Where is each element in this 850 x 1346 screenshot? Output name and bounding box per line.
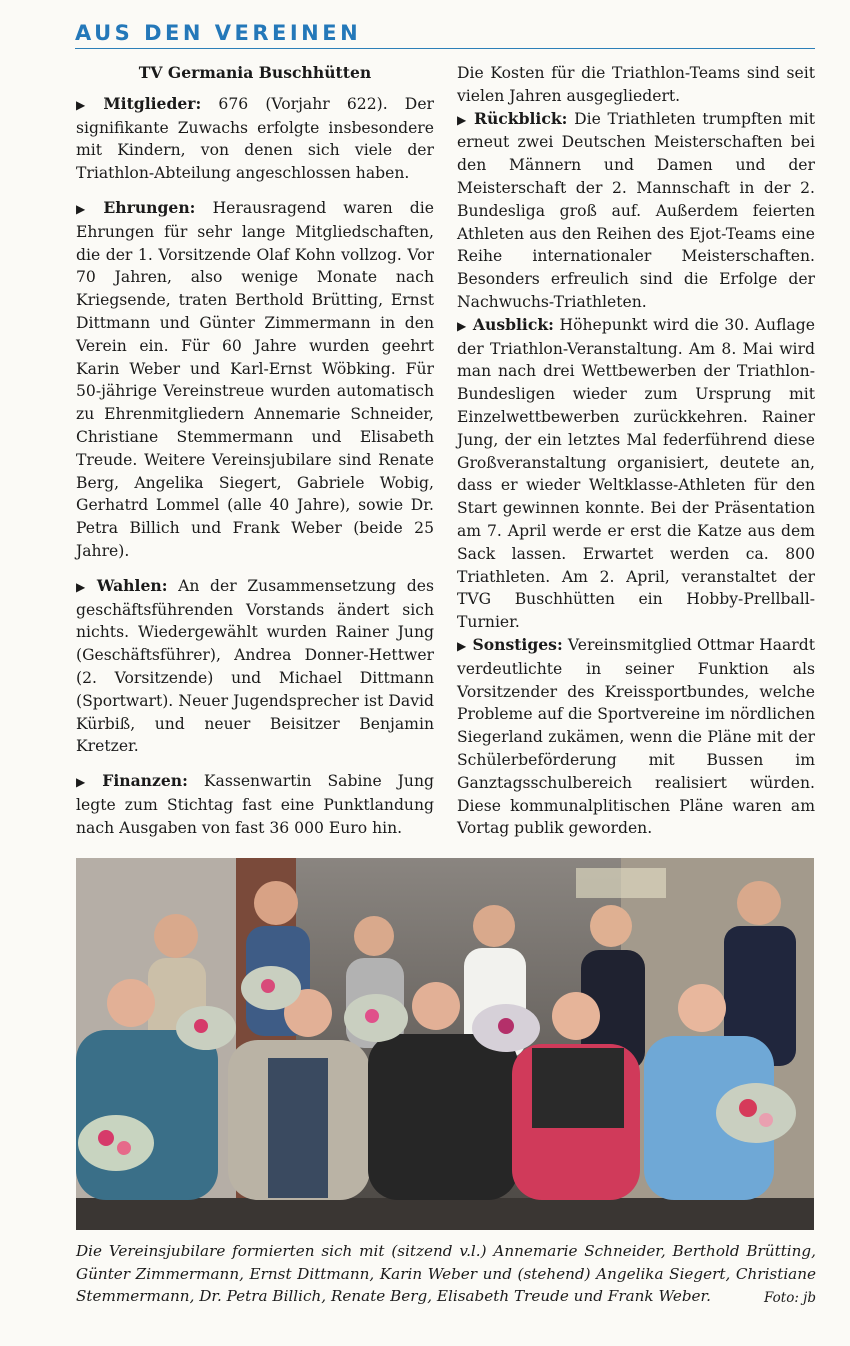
bullet-icon: ▶ (457, 318, 467, 333)
paragraph-text: Vereinsmitglied Ottmar Haardt verdeutlichte in seiner Funktion als Vorsitzender des Kreissportbundes, welche Probleme auf die Sportvereine im nördlichen Siegerland zukämen, wenn die Pläne mit der Schülerbeförderung mit Bussen im Ganztagsschulbereich realisiert würden. Diese kommunalplitischen Pläne waren am Vortag publik geworden. (457, 635, 815, 838)
article-title: TV Germania Buschhütten (138, 63, 372, 82)
paragraph-lead: Rückblick: (473, 108, 568, 128)
paragraph-text: An der Zusammensetzung des geschäftsführenden Vorstands ändert sich nichts. Wiedergewählt wurden Rainer Jung (Geschäftsführer), Andrea Donner-Hettwer (2. Vorsitzende) und Michael Dittmann (Sportwart). Neuer Jugendsprecher ist David Kürbiß, und neuer Beisitzer Benjamin Kretzer. (76, 576, 435, 756)
paragraph-lead: Wahlen: (96, 575, 168, 595)
paragraph-wahlen (76, 575, 434, 758)
bullet-icon: ▶ (76, 201, 98, 216)
paragraph-text: Herausragend waren die Ehrungen für sehr lange Mitgliedschaften, die der 1. Vorsitzende Olaf Kohn vollzog. Vor 70 Jahren, also wenige Monate nach Kriegsende, traten Berthold Brütting, Ernst Dittmann und Günter Zimmermann in den Verein ein. Für 60 Jahre wurden geehrt Karin Weber und Karl-Ernst Wöbking. Für 50-jährige Vereinstreue wurden automatisch zu Ehrenmitgliedern Annemarie Schneider, Christiane Stemmermann und Elisabeth Treude. Weitere Vereinsjubilare sind Renate Berg, Angelika Siegert, Gabriele Wobig, Gerhatrd Lommel (alle 40 Jahre), sowie Dr. Petra Billich und Frank Weber (beide 25 Jahre). (76, 198, 434, 560)
paragraph-lead: Finanzen: (102, 771, 188, 791)
section-title: AUS DEN VEREINEN (75, 21, 362, 45)
paragraph-lead: Sonstiges: (472, 634, 563, 654)
paragraph-ehrungen (76, 197, 434, 563)
paragraph-lead: Ehrungen: (103, 197, 196, 217)
paragraph-lead: Mitglieder: (103, 93, 202, 113)
paragraph-continued: Die Kosten für die Triathlon-Teams sind seit vielen Jahren ausgegliedert. (457, 64, 815, 105)
paragraph-text: Die Triathleten trumpften mit erneut zwei Deutschen Meisterschaften bei den Männern und Damen und der Meisterschaft der 2. Mannschaft in der 2. Bundesliga groß auf. Außerdem feierten Athleten aus den Reihen des Ejot-Teams eine Reihe internationaler Meisterschaften. Besonders erfreulich sind die Erfolge der Nachwuchs-Triathleten. (457, 109, 815, 311)
page-header (75, 18, 815, 49)
paragraph-mitglieder (76, 93, 434, 185)
group-photo-illustration (76, 858, 814, 1230)
bullet-icon: ▶ (457, 638, 467, 653)
bullet-icon: ▶ (76, 775, 97, 790)
bullet-icon: ▶ (76, 579, 91, 594)
article-column-left (76, 62, 434, 852)
bullet-icon: ▶ (76, 97, 98, 112)
photo-caption (76, 1240, 816, 1310)
paragraph-ausblick (457, 314, 815, 634)
paragraph-text: Höhepunkt wird die 30. Auflage der Triathlon-Veranstaltung. Am 8. Mai wird man nach drei Wettbewerben der Triathlon-Bundesligen wieder zum Ursprung mit Einzelwettbewerben zurückkehren. Rainer Jung, der ein letztes Mal federführend diese Großveranstaltung organisiert, deutete an, dass er wieder Weltklasse-Athleten für den Start gewinnen konnte. Bei der Präsentation am 7. April werde er erst die Katze aus dem Sack lassen. Erwartet werden ca. 800 Triathleten. Am 2. April, veranstaltet der TVG Buschhütten ein Hobby-Prellball-Turnier. (457, 315, 815, 632)
article-column-right (457, 62, 815, 840)
group-photo (76, 858, 814, 1230)
bullet-icon: ▶ (457, 112, 468, 127)
caption-text: Die Vereinsjubilare formierten sich mit (sitzend v.l.) Annemarie Schneider, Berthold Brütting, Günter Zimmermann, Ernst Dittmann, Karin Weber und (stehend) Angelika Siegert, Christiane Stemmermann, Dr. Petra Billich, Renate Berg, Elisabeth Treude und Frank Weber. (76, 1242, 816, 1305)
paragraph-sonstiges (457, 634, 815, 840)
paragraph-rueckblick (457, 108, 815, 314)
paragraph-lead: Ausblick: (472, 314, 554, 334)
paragraph-finanzen (76, 770, 434, 839)
paragraph-text: 676 (Vorjahr 622). Der signifikante Zuwachs erfolgte insbesondere mit Kindern, von denen sich viele der Triathlon-Abteilung angeschlossen haben. (76, 94, 434, 183)
paragraph-text: Kassenwartin Sabine Jung legte zum Stichtag fast eine Punktlandung nach Ausgaben von fast 36 000 Euro hin. (76, 772, 434, 837)
photo-credit: Foto: jb (764, 1290, 816, 1306)
